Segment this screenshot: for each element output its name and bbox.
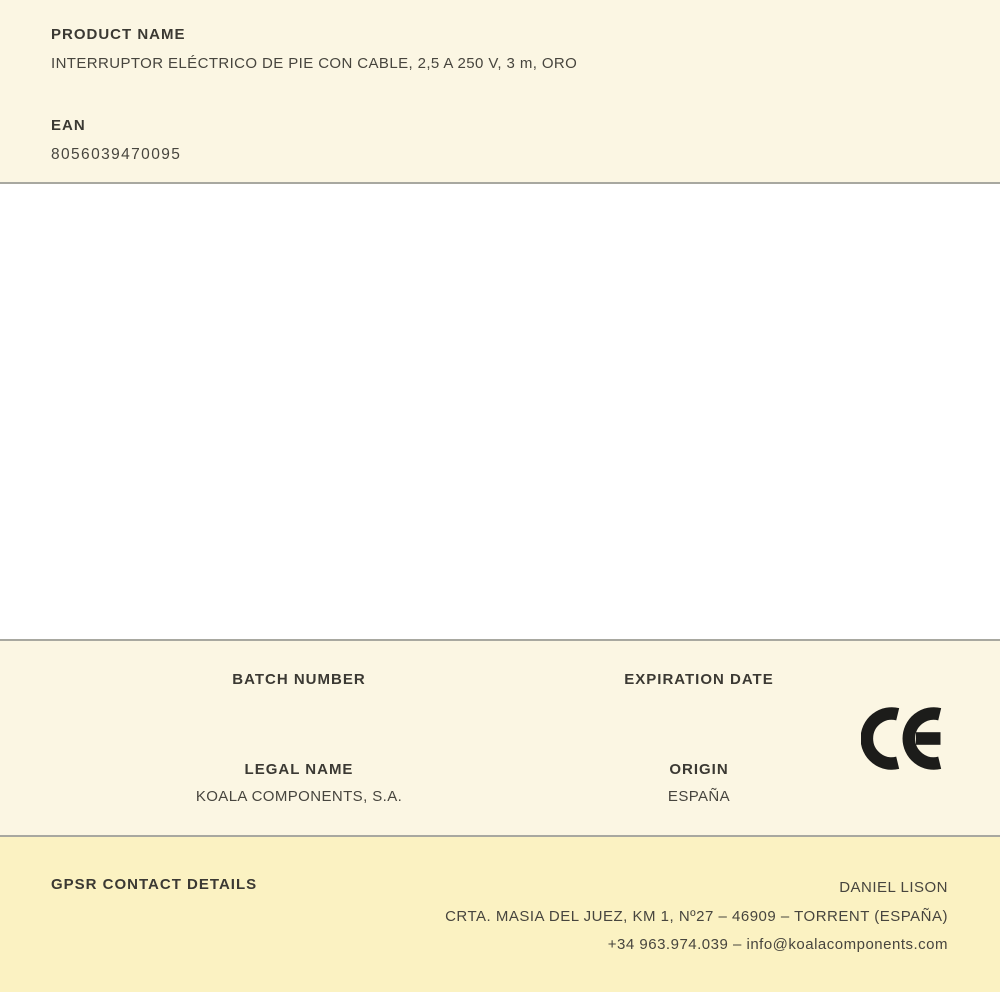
gpsr-contact-block	[445, 874, 948, 960]
origin-field	[499, 761, 899, 806]
legal-name-value: KOALA COMPONENTS, S.A.	[195, 788, 403, 805]
ean-value: 8056039470095	[51, 146, 182, 163]
contact-phone-email: +34 963.974.039 – info@koalacomponents.com	[607, 936, 948, 953]
gpsr-contact-label: GPSR CONTACT DETAILS	[51, 876, 258, 893]
compliance-section	[0, 641, 1000, 837]
batch-number-label: BATCH NUMBER	[232, 671, 366, 688]
product-info-section	[0, 0, 1000, 184]
contact-name: DANIEL LISON	[839, 879, 948, 896]
batch-number-field	[99, 671, 499, 698]
expiration-date-label: EXPIRATION DATE	[624, 671, 774, 688]
contact-address: CRTA. MASIA DEL JUEZ, KM 1, Nº27 – 46909 – TORRENT (ESPAÑA)	[445, 907, 948, 925]
gpsr-contact-section	[0, 837, 1000, 992]
product-name-label: PRODUCT NAME	[51, 26, 186, 43]
product-name-value: INTERRUPTOR ELÉCTRICO DE PIE CON CABLE, 2,5 A 250 V, 3 m, ORO	[51, 55, 578, 72]
ean-label: EAN	[51, 117, 86, 134]
origin-value: ESPAÑA	[667, 788, 731, 805]
legal-name-label: LEGAL NAME	[244, 761, 354, 778]
ce-mark-icon	[861, 707, 945, 770]
origin-label: ORIGIN	[669, 761, 729, 778]
expiration-date-field	[499, 671, 899, 698]
product-image-area	[0, 184, 1000, 641]
legal-name-field	[99, 761, 499, 806]
